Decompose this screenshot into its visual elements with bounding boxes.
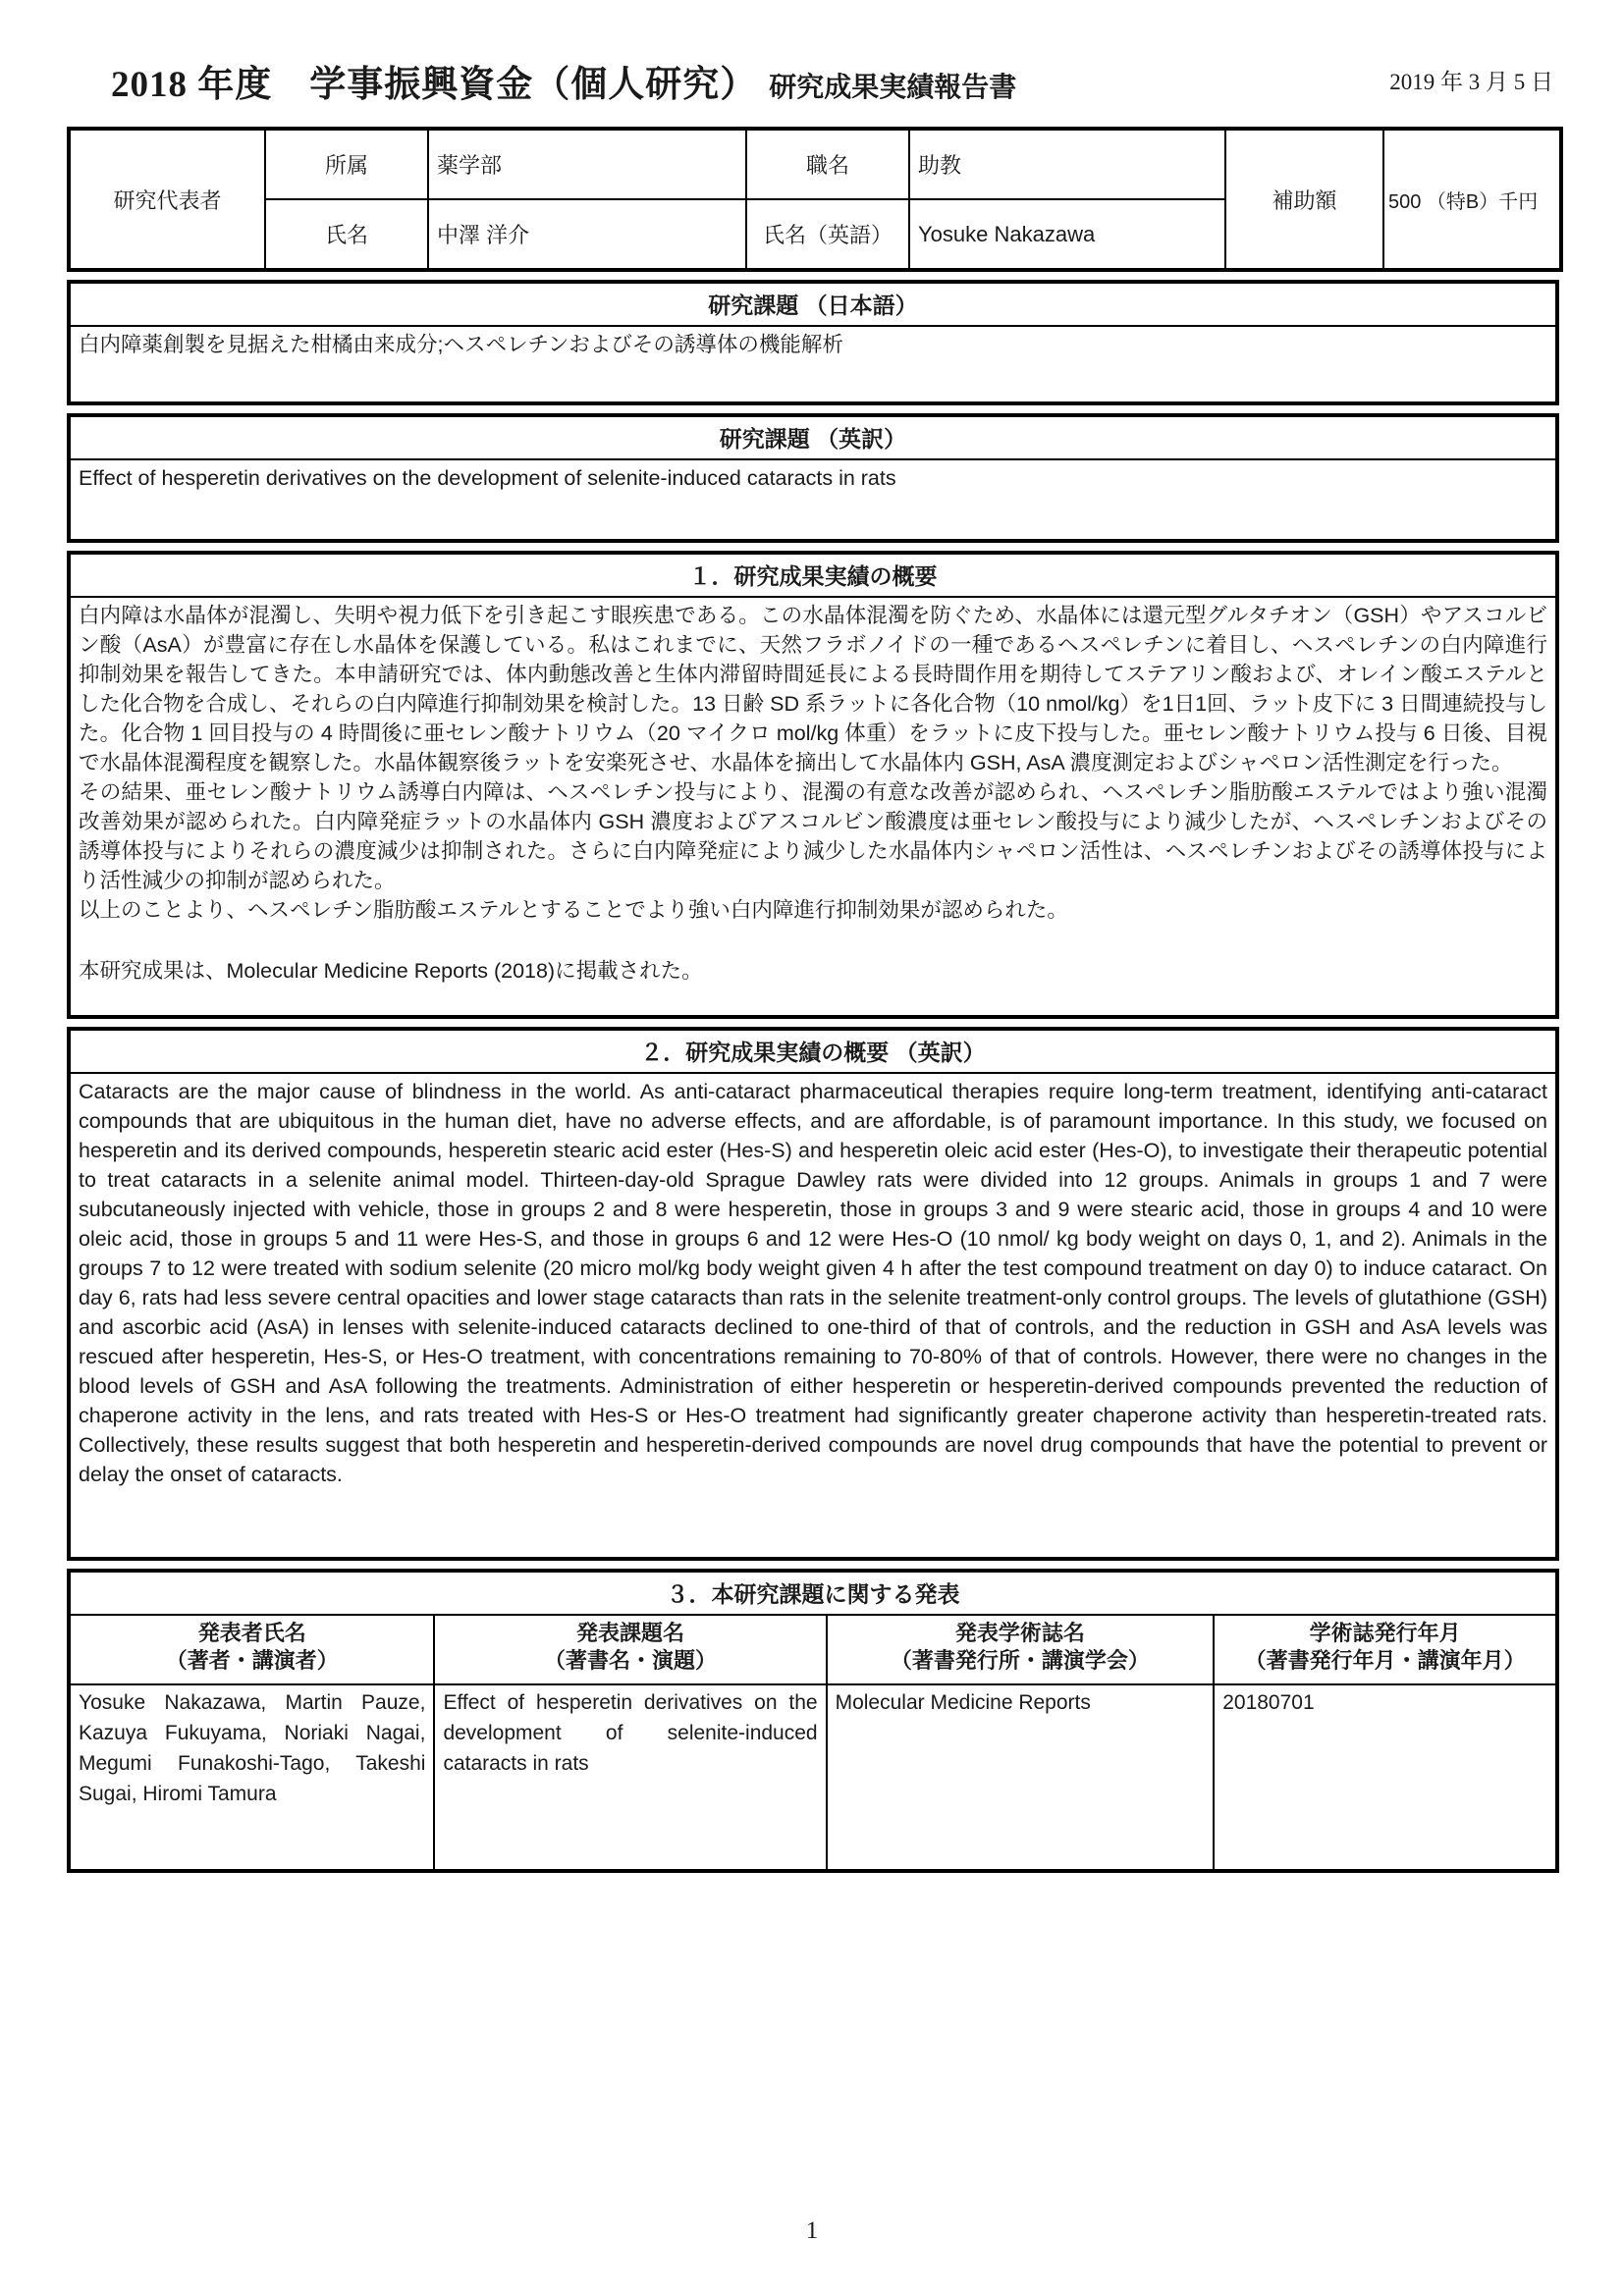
col-header-line: 発表学術誌名	[954, 1621, 1085, 1645]
summary-ja-section	[67, 551, 1559, 1019]
position-label: 職名	[746, 129, 909, 199]
theme-en-content: Effect of hesperetin derivatives on the development of selenite-induced cataracts in rats	[79, 466, 896, 490]
theme-en-header: 研究課題 （英訳）	[71, 417, 1555, 460]
publications-section	[67, 1569, 1559, 1873]
publication-row	[71, 1684, 1555, 1869]
col-header-line: 発表課題名	[576, 1621, 685, 1645]
summary-en-section	[67, 1027, 1559, 1561]
subsidy-label: 補助額	[1225, 129, 1383, 270]
name-value: 中澤 洋介	[428, 199, 746, 270]
col-header-title	[434, 1616, 826, 1684]
col-header-line: （著書発行年月・講演年月）	[1244, 1648, 1526, 1673]
theme-en-section	[67, 413, 1559, 543]
name-label: 氏名	[265, 199, 428, 270]
publication-authors: Yosuke Nakazawa, Martin Pauze, Kazuya Fukuyama, Noriaki Nagai, Megumi Funakoshi-Tago, Takeshi Sugai, Hiromi Tamura	[71, 1684, 434, 1869]
publication-date: 20180701	[1214, 1684, 1555, 1869]
name-en-label: 氏名（英語）	[746, 199, 909, 270]
publications-header-row	[71, 1616, 1555, 1684]
summary-en-header: ２．研究成果実績の概要 （英訳）	[71, 1031, 1555, 1074]
publications-table	[71, 1616, 1555, 1869]
affiliation-value: 薬学部	[428, 129, 746, 199]
col-header-line: 学術誌発行年月	[1309, 1621, 1461, 1645]
summary-ja-paragraph: 白内障は水晶体が混濁し、失明や視力低下を引き起こす眼疾患である。この水晶体混濁を防ぐため、水晶体には還元型グルタチオン（GSH）やアスコルビン酸（AsA）が豊富に存在し水晶体を保護している。私はこれまでに、天然フラボノイドの一種であるヘスペレチンに着目し、ヘスペレチンの白内障進行抑制効果を報告してきた。本申請研究では、体内動態改善と生体内滞留時間延長による長時間作用を期待してステアリン酸および、オレイン酸エステルとした化合物を合成し、それらの白内障進行抑制効果を検討した。13 日齢 SD 系ラットに各化合物（10 nmol/kg）を1日1回、ラット皮下に 3 日間連続投与した。化合物 1 回目投与の 4 時間後に亜セレン酸ナトリウム（20 マイクロ mol/kg 体重）をラットに皮下投与した。亜セレン酸ナトリウム投与 6 日後、目視で水晶体混濁程度を観察した。水晶体観察後ラットを安楽死させ、水晶体を摘出して水晶体内 GSH, AsA 濃度測定およびシャペロン活性測定を行った。	[79, 604, 1547, 774]
col-header-line: （著書発行所・講演学会）	[890, 1648, 1150, 1673]
col-header-journal	[827, 1616, 1215, 1684]
col-header-line: 発表者氏名	[197, 1621, 306, 1645]
theme-ja-section	[67, 280, 1559, 405]
publication-journal: Molecular Medicine Reports	[827, 1684, 1215, 1869]
summary-ja-content	[71, 598, 1555, 1015]
researcher-table	[67, 127, 1563, 272]
page-title	[67, 54, 1016, 107]
theme-ja-header: 研究課題 （日本語）	[71, 284, 1555, 327]
page-title-main: 2018 年度 学事振興資金（個人研究）	[111, 65, 758, 105]
subsidy-value: 500 （特B）千円	[1383, 129, 1561, 270]
summary-ja-header: １．研究成果実績の概要	[71, 555, 1555, 598]
researcher-row-1	[69, 129, 1561, 199]
publications-header: ３．本研究課題に関する発表	[71, 1573, 1555, 1616]
col-header-date	[1214, 1616, 1555, 1684]
col-header-line: （著書名・演題）	[544, 1648, 718, 1673]
rep-label: 研究代表者	[69, 129, 265, 270]
summary-ja-paragraph: 本研究成果は、Molecular Medicine Reports (2018)に掲載された。	[79, 959, 703, 983]
affiliation-label: 所属	[265, 129, 428, 199]
col-header-authors	[71, 1616, 434, 1684]
page-title-sub: 研究成果実績報告書	[769, 73, 1017, 103]
summary-en-content: Cataracts are the major cause of blindness in the world. As anti-cataract pharmaceutical therapies require long-term treatment, identifying anti-cataract compounds that are ubiquitous in the human diet, have no adverse effects, and are affordable, is of paramount importance. In this study, we focused on hesperetin and its derived compounds, hesperetin stearic acid ester (Hes-S) and hesperetin oleic acid ester (Hes-O), to investigate their therapeutic potential to treat cataracts in a selenite animal model. Thirteen-day-old Sprague Dawley rats were divided into 12 groups. Animals in groups 1 and 7 were subcutaneously injected with vehicle, those in groups 2 and 8 were hesperetin, those in groups 3 and 9 were stearic acid, those in groups 4 and 10 were oleic acid, those in groups 5 and 11 were Hes-S, and those in groups 6 and 12 were Hes-O (10 nmol/ kg body weight on days 0, 1, and 2). Animals in the groups 7 to 12 were treated with sodium selenite (20 micro mol/kg body weight given 4 h after the test compound treatment on day 0) to induce cataract. On day 6, rats had less severe central opacities and lower stage cataracts than rats in the selenite treatment-only control groups. The levels of glutathione (GSH) and ascorbic acid (AsA) in lenses with selenite-induced cataracts declined to one-third of that of controls, and the reduction in GSH and AsA levels was rescued after hesperetin, Hes-S, or Hes-O treatment, with concentrations remaining to 70-80% of that of controls. However, there were no changes in the blood levels of GSH and AsA following the treatments. Administration of either hesperetin or hesperetin-derived compounds prevented the reduction of chaperone activity in the lens, and rats treated with Hes-S or Hes-O treatment had significantly greater chaperone activity than hesperetin-treated rats. Collectively, these results suggest that both hesperetin and hesperetin-derived compounds are novel drug compounds that have the potential to prevent or delay the onset of cataracts.	[79, 1080, 1547, 1486]
name-en-value: Yosuke Nakazawa	[909, 199, 1225, 270]
publication-title: Effect of hesperetin derivatives on the development of selenite-induced cataracts in rats	[434, 1684, 826, 1869]
report-date: 2019 年 3 月 5 日	[1389, 70, 1553, 94]
position-value: 助教	[909, 129, 1225, 199]
page-number: 1	[805, 2217, 819, 2244]
page-header	[67, 54, 1559, 105]
summary-ja-paragraph: その結果、亜セレン酸ナトリウム誘導白内障は、ヘスペレチン投与により、混濁の有意な改善が認められ、ヘスペレチン脂肪酸エステルではより強い混濁改善効果が認められた。白内障発症ラットの水晶体内 GSH 濃度およびアスコルビン酸濃度は亜セレン酸投与により減少したが、ヘスペレチンおよびその誘導体投与によりそれらの濃度減少は抑制された。さらに白内障発症により減少した水晶体内シャペロン活性は、ヘスペレチンおよびその誘導体投与により活性減少の抑制が認められた。	[79, 780, 1547, 892]
theme-ja-content: 白内障薬創製を見据えた柑橘由来成分;ヘスペレチンおよびその誘導体の機能解析	[79, 333, 843, 356]
col-header-line: （著者・講演者）	[165, 1648, 339, 1673]
summary-ja-paragraph: 以上のことより、ヘスペレチン脂肪酸エステルとすることでより強い白内障進行抑制効果が認められた。	[79, 898, 1068, 922]
